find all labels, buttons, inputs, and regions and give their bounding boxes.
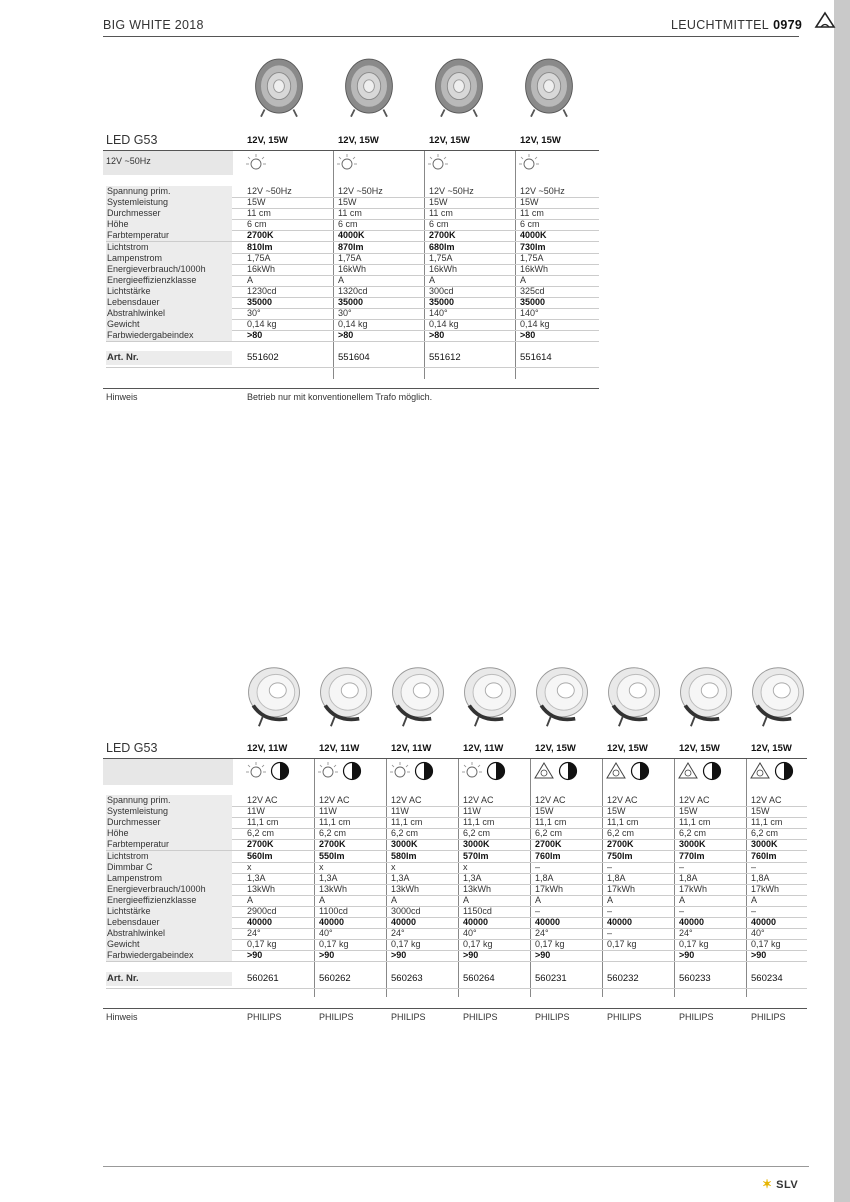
spec-value: 16kWh (338, 263, 367, 274)
spec-value: 13kWh (463, 883, 492, 894)
spec-value: 11,1 cm (391, 817, 423, 828)
brand-note: PHILIPS (463, 1012, 498, 1022)
spec-value: 6,2 cm (679, 828, 707, 839)
row-rule (106, 341, 599, 342)
brand-note: PHILIPS (535, 1012, 570, 1022)
spec-value: – (751, 861, 757, 872)
spec-value: 15W (247, 197, 266, 208)
header-rule (103, 36, 799, 37)
spec-value: 6,2 cm (463, 828, 491, 839)
spec-value: >90 (535, 950, 551, 961)
spec-value: 40000 (463, 917, 489, 928)
spec-value: 11W (247, 806, 265, 817)
spec-value: A (338, 274, 345, 285)
column-separator (333, 151, 334, 379)
spec-value: 3000K (463, 839, 490, 850)
column-header: 12V, 15W (679, 743, 720, 754)
spec-label: Energieeffizienzklasse (106, 275, 232, 286)
spec-value: 11,1 cm (679, 817, 711, 828)
spec-value: 2700K (429, 230, 456, 241)
spec-value: 15W (751, 806, 770, 817)
spec-value: 6,2 cm (247, 828, 275, 839)
spec-value: 760lm (751, 850, 777, 861)
spec-value: 13kWh (319, 883, 348, 894)
spec-value: 11,1 cm (463, 817, 495, 828)
spec-value: – (607, 861, 613, 872)
article-number: 560261 (247, 972, 279, 984)
column-header: 12V, 15W (535, 743, 576, 754)
row-rule (106, 961, 807, 962)
spec-value: 580lm (391, 850, 417, 861)
spec-value: 40000 (319, 917, 345, 928)
art-rule (106, 367, 599, 368)
lamp-photo (676, 664, 736, 730)
spec-label: Energieverbrauch/1000h (106, 264, 232, 275)
spec-value: 1,8A (535, 872, 554, 883)
spec-value: 1,3A (391, 872, 410, 883)
spec-value: 0,17 kg (535, 939, 565, 950)
lamp-photo (460, 664, 520, 730)
spec-label: Lichtstärke (106, 286, 232, 297)
spec-label: Durchmesser (106, 208, 232, 219)
spec-label: Farbtemperatur (106, 839, 232, 850)
spec-value: 325cd (520, 285, 545, 296)
spec-value: 1150cd (463, 906, 492, 916)
spec-value: 6 cm (247, 219, 267, 230)
brand-note: PHILIPS (679, 1012, 714, 1022)
spec-label: Farbwiedergabeindex (106, 950, 232, 961)
spec-value: 6 cm (520, 219, 540, 230)
spec-label: Lebensdauer (106, 917, 232, 928)
column-header: 12V, 15W (247, 135, 288, 146)
spec-value: 2900cd (247, 906, 277, 916)
spec-value: 1,75A (247, 252, 271, 263)
spec-value: 1,8A (679, 872, 698, 883)
column-separator (424, 151, 425, 379)
lamp-photo (342, 52, 396, 122)
spec-value: – (535, 861, 541, 872)
spec-label: Gewicht (106, 939, 232, 950)
spec-value: – (607, 928, 613, 939)
article-number: 551602 (247, 352, 279, 364)
spec-label: Farbtemperatur (106, 230, 232, 241)
spec-label: Durchmesser (106, 817, 232, 828)
lamp-photo (316, 664, 376, 730)
spec-value: 3000K (391, 839, 418, 850)
article-number: 551612 (429, 352, 461, 364)
spec-value: 0,14 kg (338, 319, 368, 330)
spec-value: 4000K (520, 230, 547, 241)
spec-value: 12V AC (391, 795, 422, 805)
footer-rule (103, 1166, 809, 1167)
spec-value: – (607, 906, 613, 916)
spec-value: 870lm (338, 241, 364, 252)
spec-value: A (607, 894, 614, 905)
spec-label: Höhe (106, 828, 232, 839)
spec-value: 40000 (679, 917, 705, 928)
spec-value: A (463, 894, 470, 905)
spec-value: 1,3A (319, 872, 338, 883)
spec-value: 24° (535, 928, 549, 939)
spec-value: 15W (679, 806, 698, 817)
spec-value: >80 (338, 330, 354, 341)
spec-value: – (679, 906, 685, 916)
spec-value: 40000 (607, 917, 633, 928)
spec-value: 1320cd (338, 285, 368, 296)
spec-value: 11,1 cm (751, 817, 783, 828)
spec-value: 0,14 kg (520, 319, 550, 330)
spec-label: Abstrahlwinkel (106, 928, 232, 939)
table-bottom-rule (103, 388, 599, 389)
dimmable-lamp-icon (245, 761, 293, 781)
voltage-band (103, 759, 233, 785)
spec-label: Spannung prim. (106, 186, 232, 197)
spec-value: A (535, 894, 542, 905)
art-nr-label: Art. Nr. (106, 351, 232, 365)
spec-value: >90 (247, 950, 263, 961)
dimmable-lamp-icon (427, 153, 453, 173)
sun-icon: ✶ (762, 1177, 773, 1191)
spec-value: 1,8A (607, 872, 626, 883)
voltage-band (103, 151, 233, 175)
spec-value: 11,1 cm (247, 817, 279, 828)
spec-value: 15W (520, 197, 539, 208)
spec-value: 550lm (319, 850, 345, 861)
spec-value: 810lm (247, 241, 273, 252)
spec-value: 6,2 cm (391, 828, 419, 839)
warning-lamp-icon (605, 761, 653, 781)
spec-value: 40000 (751, 917, 777, 928)
spec-label: Energieverbrauch/1000h (106, 884, 232, 895)
spec-value: 15W (535, 806, 554, 817)
spec-value: 6 cm (338, 219, 358, 230)
column-header: 12V, 15W (751, 743, 792, 754)
spec-value: >90 (679, 950, 695, 961)
spec-value: 30° (247, 308, 261, 319)
spec-value: – (535, 906, 541, 916)
spec-value: A (247, 274, 254, 285)
dimmable-lamp-icon (461, 761, 509, 781)
spec-value: 11,1 cm (607, 817, 639, 828)
spec-value: 12V ~50Hz (429, 186, 474, 196)
spec-label: Lichtstrom (106, 242, 232, 253)
spec-value: 0,17 kg (463, 939, 493, 950)
spec-value: 40000 (391, 917, 417, 928)
spec-value: 0,17 kg (751, 939, 781, 950)
catalog-title: BIG WHITE 2018 (103, 18, 204, 32)
lamp-category-icon (814, 11, 836, 31)
spec-value: 0,17 kg (607, 939, 637, 950)
column-header: 12V, 11W (319, 743, 360, 754)
article-number: 560232 (607, 972, 639, 984)
article-number: 560233 (679, 972, 711, 984)
dimmable-lamp-icon (389, 761, 437, 781)
spec-value: 1,3A (463, 872, 482, 883)
warning-lamp-icon (677, 761, 725, 781)
spec-value: 6,2 cm (535, 828, 563, 839)
brand-note: PHILIPS (607, 1012, 642, 1022)
spec-label: Abstrahlwinkel (106, 308, 232, 319)
spec-value: 12V AC (463, 795, 494, 805)
spec-value: 40000 (247, 917, 273, 928)
column-header: 12V, 11W (247, 743, 288, 754)
spec-value: 11 cm (429, 208, 453, 219)
spec-value: – (679, 861, 685, 872)
spec-value: 0,14 kg (247, 319, 277, 330)
spec-value: 13kWh (391, 883, 420, 894)
spec-value: 6 cm (429, 219, 449, 230)
lamp-photo (244, 664, 304, 730)
spec-value: A (391, 894, 398, 905)
spec-value: 0,14 kg (429, 319, 459, 330)
spec-value: 11W (463, 806, 481, 817)
spec-value: 1,3A (247, 872, 266, 883)
spec-label: Dimmbar C (106, 862, 232, 873)
spec-value: 40° (319, 928, 333, 939)
spec-value: 16kWh (429, 263, 458, 274)
spec-value: 16kWh (247, 263, 276, 274)
lamp-photo (388, 664, 448, 730)
section-title (671, 18, 802, 32)
column-separator (515, 151, 516, 379)
lamp-photo (748, 664, 808, 730)
spec-value: 17kWh (535, 883, 564, 894)
lamp-photo (252, 52, 306, 122)
spec-value: 3000K (679, 839, 706, 850)
column-header: 12V, 15W (607, 743, 648, 754)
article-number: 560231 (535, 972, 567, 984)
spec-value: 30° (338, 308, 352, 319)
spec-value: 11,1 cm (319, 817, 351, 828)
dimmable-lamp-icon (336, 153, 362, 173)
lamp-photo (432, 52, 486, 122)
spec-value: 11,1 cm (535, 817, 567, 828)
page-edge-rail (834, 0, 850, 1202)
note-text: Betrieb nur mit konventionellem Trafo möglich. (247, 392, 433, 402)
spec-label: Farbwiedergabeindex (106, 330, 232, 341)
spec-value: 300cd (429, 285, 454, 296)
lamp-photo (532, 664, 592, 730)
spec-value: 12V AC (679, 795, 710, 805)
spec-value: 24° (247, 928, 261, 939)
art-rule (106, 988, 807, 989)
article-number: 560264 (463, 972, 495, 984)
lamp-photo (604, 664, 664, 730)
spec-label: Lichtstrom (106, 851, 232, 862)
spec-value: – (751, 906, 757, 916)
spec-value: >90 (751, 950, 767, 961)
spec-value: 12V AC (319, 795, 350, 805)
spec-value: 13kWh (247, 883, 276, 894)
spec-value: 11 cm (520, 208, 544, 219)
spec-value: 560lm (247, 850, 273, 861)
spec-value: 35000 (520, 297, 546, 307)
spec-value: 40° (751, 928, 765, 939)
table-title: LED G53 (106, 133, 158, 147)
spec-value: 750lm (607, 850, 633, 861)
spec-value: 6,2 cm (319, 828, 347, 839)
article-number: 560263 (391, 972, 423, 984)
spec-value: 0,17 kg (319, 939, 349, 950)
spec-label: Lichtstärke (106, 906, 232, 917)
spec-value: 17kWh (679, 883, 708, 894)
spec-value: A (247, 894, 254, 905)
spec-value: 15W (338, 197, 357, 208)
spec-value: 11 cm (247, 208, 271, 219)
art-nr-label: Art. Nr. (106, 972, 232, 986)
spec-value: 1,8A (751, 872, 770, 883)
spec-value: 2700K (535, 839, 562, 850)
spec-value: 1100cd (319, 906, 348, 916)
spec-value: >80 (247, 330, 263, 341)
section-label: LEUCHTMITTEL (671, 18, 770, 32)
spec-value: 11W (319, 806, 337, 817)
spec-value: 17kWh (751, 883, 780, 894)
spec-value: 15W (607, 806, 626, 817)
spec-value: 1,75A (520, 252, 544, 263)
spec-value: x (463, 861, 468, 872)
spec-value: 6,2 cm (751, 828, 779, 839)
spec-value: 12V ~50Hz (247, 186, 292, 196)
spec-value: 2700K (319, 839, 346, 850)
spec-label: Gewicht (106, 319, 232, 330)
note-label: Hinweis (106, 1012, 138, 1022)
spec-label: Energieeffizienzklasse (106, 895, 232, 906)
warning-lamp-icon (533, 761, 581, 781)
spec-value: 140° (520, 308, 539, 319)
dimmable-lamp-icon (245, 153, 271, 173)
column-header: 12V, 15W (338, 135, 379, 146)
spec-value: x (391, 861, 396, 872)
spec-value: x (319, 861, 324, 872)
logo-text: SLV (776, 1179, 799, 1191)
spec-value: 0,17 kg (391, 939, 421, 950)
spec-value: 1230cd (247, 285, 277, 296)
spec-value: 140° (429, 308, 448, 319)
spec-value: 0,17 kg (679, 939, 709, 950)
dimmable-lamp-icon (317, 761, 365, 781)
spec-value: 2700K (607, 839, 634, 850)
spec-value: 11 cm (338, 208, 362, 219)
spec-value: A (319, 894, 326, 905)
spec-value: 3000cd (391, 906, 421, 916)
spec-value: >80 (520, 330, 536, 341)
spec-value: >90 (391, 950, 407, 961)
note-label: Hinweis (106, 392, 138, 402)
article-number: 551614 (520, 352, 552, 364)
article-number: 551604 (338, 352, 370, 364)
spec-label: Höhe (106, 219, 232, 230)
spec-label: Lampenstrom (106, 873, 232, 884)
spec-value: A (520, 274, 527, 285)
spec-value: 35000 (429, 297, 455, 307)
spec-value: 770lm (679, 850, 705, 861)
voltage-label: 12V ~50Hz (106, 156, 151, 166)
page-number: 0979 (773, 18, 803, 32)
spec-value: 6,2 cm (607, 828, 635, 839)
spec-value: 35000 (338, 297, 364, 307)
spec-value: 3000K (751, 839, 778, 850)
dimmable-lamp-icon (518, 153, 544, 173)
spec-value: 2700K (247, 839, 274, 850)
spec-value: 760lm (535, 850, 561, 861)
spec-value: 1,75A (429, 252, 453, 263)
spec-value: 35000 (247, 297, 273, 307)
column-header: 12V, 15W (520, 135, 561, 146)
slv-logo (762, 1177, 798, 1191)
lamp-photo (522, 52, 576, 122)
spec-label: Spannung prim. (106, 795, 232, 806)
spec-label: Systemleistung (106, 197, 232, 208)
warning-lamp-icon (749, 761, 797, 781)
spec-value: 1,75A (338, 252, 362, 263)
spec-value: 4000K (338, 230, 365, 241)
spec-value: 12V AC (751, 795, 782, 805)
spec-value: A (679, 894, 686, 905)
spec-value: 16kWh (520, 263, 549, 274)
spec-value: x (247, 861, 252, 872)
spec-value: 11W (391, 806, 409, 817)
spec-value: 12V AC (535, 795, 566, 805)
spec-value: 24° (679, 928, 693, 939)
spec-value: 12V ~50Hz (520, 186, 565, 196)
spec-label: Lebensdauer (106, 297, 232, 308)
article-number: 560234 (751, 972, 783, 984)
spec-value: >90 (463, 950, 479, 961)
column-header: 12V, 11W (391, 743, 432, 754)
spec-value: 17kWh (607, 883, 636, 894)
column-header: 12V, 15W (429, 135, 470, 146)
column-header: 12V, 11W (463, 743, 504, 754)
spec-label: Systemleistung (106, 806, 232, 817)
brand-note: PHILIPS (751, 1012, 786, 1022)
spec-value: 730lm (520, 241, 546, 252)
spec-value: A (429, 274, 436, 285)
table-title: LED G53 (106, 741, 158, 755)
article-number: 560262 (319, 972, 351, 984)
brand-note: PHILIPS (319, 1012, 354, 1022)
brand-note: PHILIPS (247, 1012, 282, 1022)
spec-value: 15W (429, 197, 448, 208)
table-bottom-rule (103, 1008, 807, 1009)
spec-value: A (751, 894, 758, 905)
spec-value: 24° (391, 928, 405, 939)
spec-value: >90 (319, 950, 335, 961)
spec-value: 2700K (247, 230, 274, 241)
spec-value: 680lm (429, 241, 455, 252)
spec-value: 12V ~50Hz (338, 186, 383, 196)
spec-value: 40° (463, 928, 477, 939)
spec-value: 12V AC (607, 795, 638, 805)
spec-value: 570lm (463, 850, 489, 861)
spec-label: Lampenstrom (106, 253, 232, 264)
spec-value: 12V AC (247, 795, 278, 805)
spec-value: 0,17 kg (247, 939, 277, 950)
spec-value: 40000 (535, 917, 561, 928)
brand-note: PHILIPS (391, 1012, 426, 1022)
spec-value: >80 (429, 330, 445, 341)
